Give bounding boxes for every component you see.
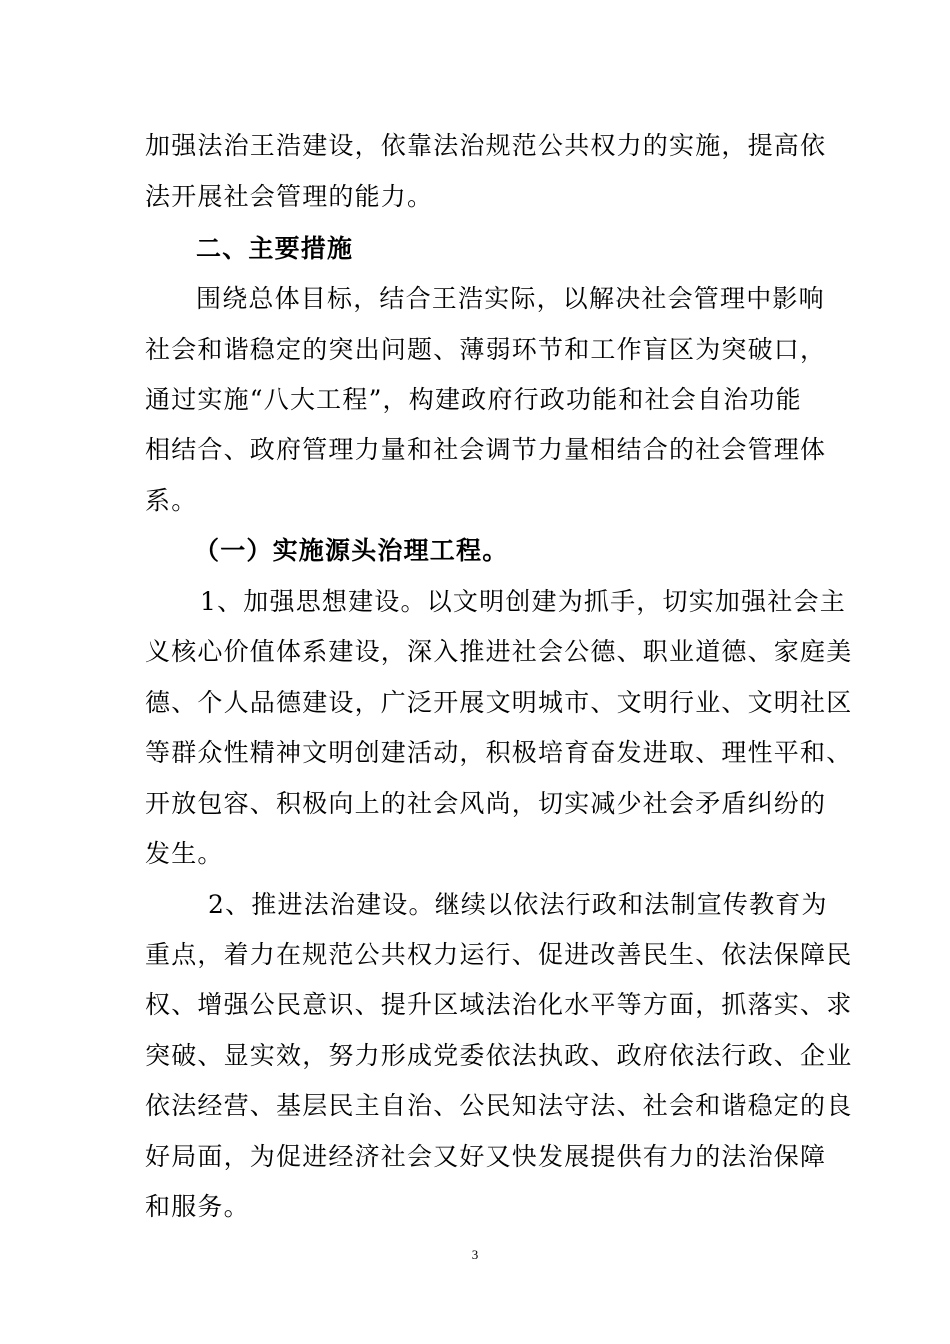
paragraph-line: 重点，着力在规范公共权力运行、促进改善民生、依法保障民 [145, 940, 853, 969]
paragraph-line: 围绕总体目标，结合王浩实际，以解决社会管理中影响 [196, 284, 825, 313]
paragraph-line: 1、加强思想建设。以文明创建为抓手，切实加强社会主 [200, 587, 846, 616]
section-heading: 二、主要措施 [196, 234, 354, 263]
paragraph-line: 发生。 [145, 839, 224, 868]
paragraph-line: 突破、显实效，努力形成党委依法执政、政府依法行政、企业 [145, 1041, 853, 1070]
paragraph-line: 权、增强公民意识、提升区域法治化水平等方面，抓落实、求 [145, 990, 853, 1019]
paragraph-line: 开放包容、积极向上的社会风尚，切实减少社会矛盾纠纷的 [145, 789, 827, 818]
paragraph-line: 系。 [145, 486, 198, 515]
paragraph-line: 加强法治王浩建设，依靠法治规范公共权力的实施，提高依 [145, 131, 827, 160]
paragraph-line: 2、推进法治建设。继续以依法行政和法制宣传教育为 [208, 890, 828, 919]
paragraph-line: 和服务。 [145, 1192, 250, 1221]
paragraph-line: 依法经营、基层民主自治、公民知法守法、社会和谐稳定的良 [145, 1091, 853, 1120]
paragraph-line: 好局面，为促进经济社会又好又快发展提供有力的法治保障 [145, 1142, 827, 1171]
paragraph-line: 义核心价值体系建设，深入推进社会公德、职业道德、家庭美 [145, 637, 853, 666]
paragraph-line: 社会和谐稳定的突出问题、薄弱环节和工作盲区为突破口， [145, 335, 827, 364]
subsection-heading: （一）实施源头治理工程。 [194, 536, 509, 565]
paragraph-line: 通过实施“八大工程”，构建政府行政功能和社会自治功能 [145, 385, 802, 414]
page-number: 3 [471, 1247, 479, 1262]
paragraph-line: 德、个人品德建设，广泛开展文明城市、文明行业、文明社区 [145, 688, 853, 717]
paragraph-line: 法开展社会管理的能力。 [145, 182, 434, 211]
paragraph-line: 相结合、政府管理力量和社会调节力量相结合的社会管理体 [145, 435, 827, 464]
paragraph-line: 等群众性精神文明创建活动，积极培育奋发进取、理性平和、 [145, 738, 853, 767]
